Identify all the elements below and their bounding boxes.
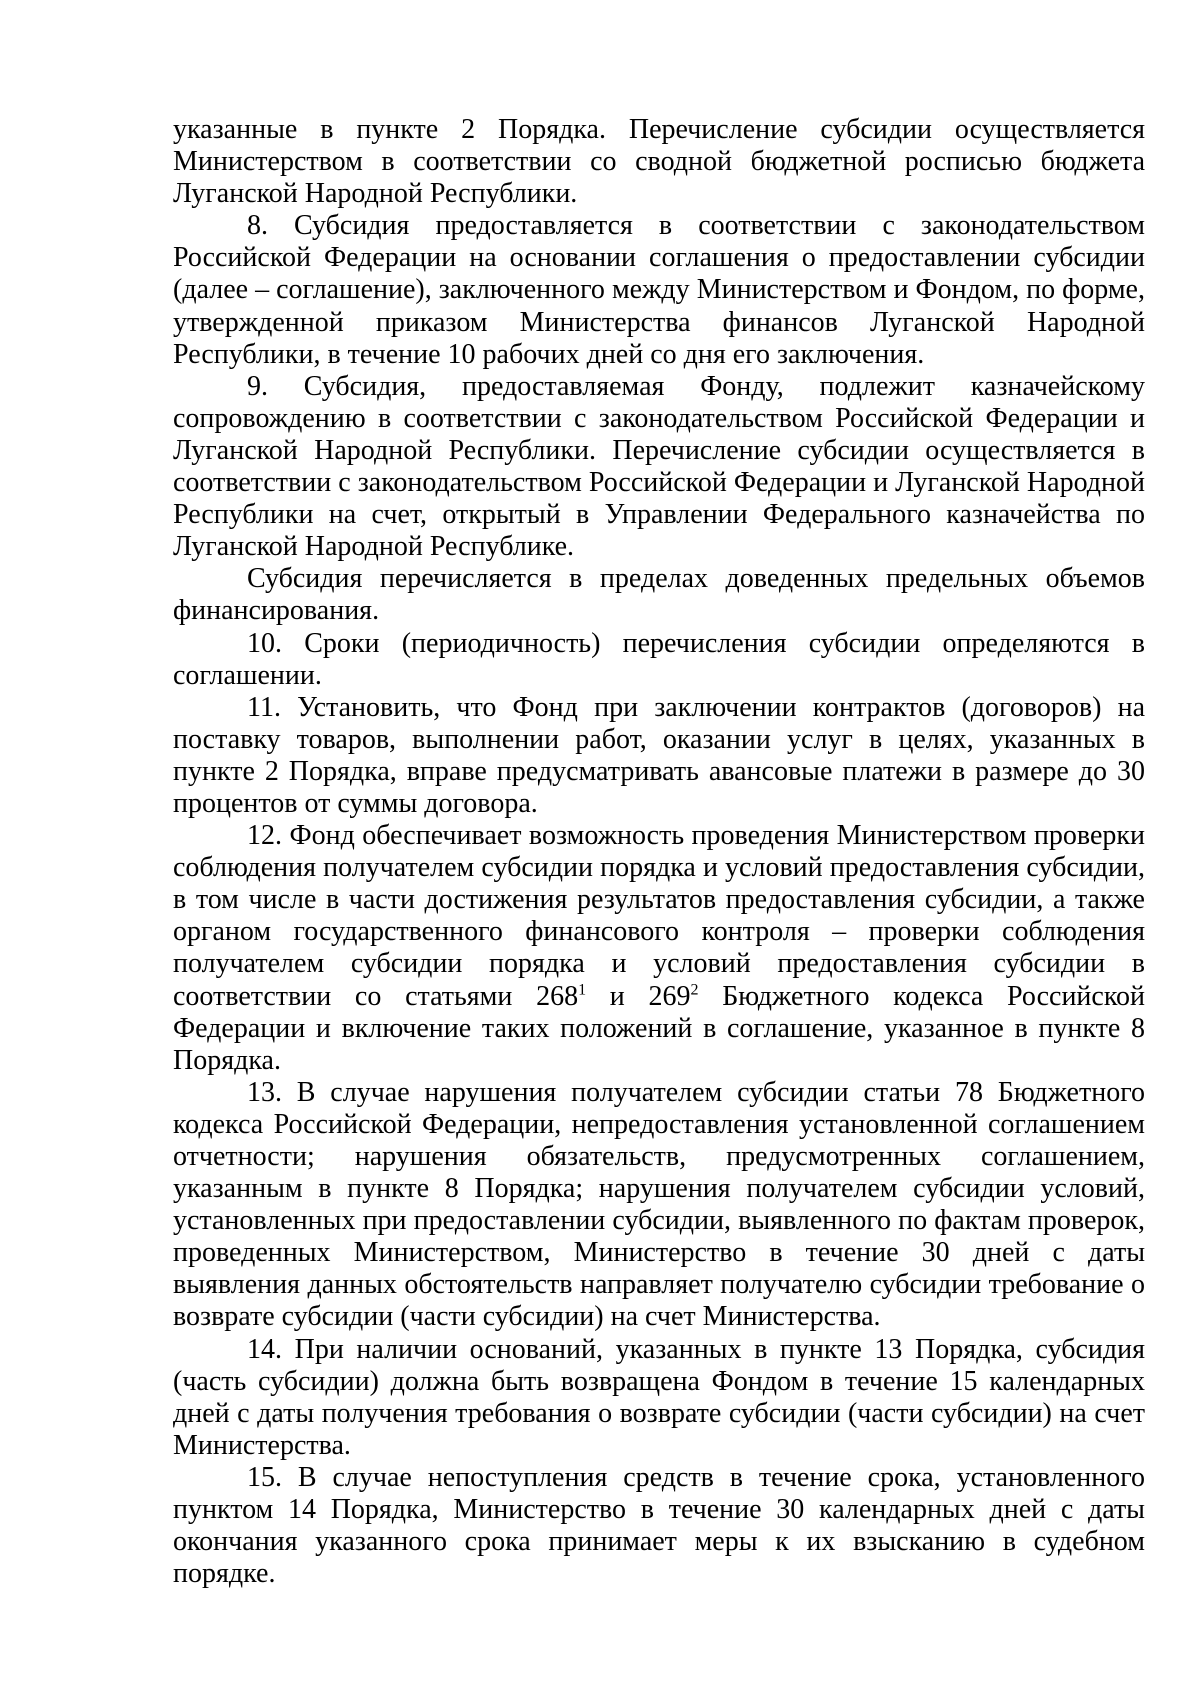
paragraph-10: 10. Сроки (периодичность) перечисления субсидии определяются в соглашении. [173, 627, 1145, 691]
superscript-1: 1 [578, 981, 587, 999]
article-number-268: 268 [536, 980, 579, 1012]
article-joiner: и [586, 980, 649, 1012]
paragraph-13: 13. В случае нарушения получателем субсидии статьи 78 Бюджетного кодекса Российской Федерации, непредоставления установленной соглашением отчетности; нарушения обязательств, предусмотренных соглашением, указанным в пункте 8 Порядка; нарушения получателем субсидии условий, установленных при предоставлении субсидии, выявленного по фактам проверок, проведенных Министерством, Министерство в течение 30 дней с даты выявления данных обстоятельств направляет получателю субсидии требование о возврате субсидии (части субсидии) на счет Министерства. [173, 1076, 1145, 1333]
paragraph-12-text-before: 12. Фонд обеспечивает возможность проведения Министерством проверки соблюдения получателем субсидии порядка и условий предоставления субсидии, в том числе в части достижения результатов предоставления субсидии, а также органом государственного финансового контроля – проверки соблюдения получателем субсидии порядка и условий предоставления субсидии в соответствии со статьями [173, 820, 1145, 1012]
paragraph-8: 8. Субсидия предоставляется в соответствии с законодательством Российской Федерации на основании соглашения о предоставлении субсидии (далее – соглашение), заключенного между Министерством и Фондом, по форме, утвержденной приказом Министерства финансов Луганской Народной Республики, в течение 10 рабочих дней со дня его заключения. [173, 210, 1145, 370]
paragraph-14: 14. При наличии оснований, указанных в пункте 13 Порядка, субсидия (часть субсидии) должна быть возвращена Фондом в течение 15 календарных дней с даты получения требования о возврате субсидии (части субсидии) на счет Министерства. [173, 1333, 1145, 1461]
document-body [173, 114, 1145, 1590]
paragraph-continuation: указанные в пункте 2 Порядка. Перечисление субсидии осуществляется Министерством в соответствии со сводной бюджетной росписью бюджета Луганской Народной Республики. [173, 114, 1145, 210]
paragraph-12-text-after: Бюджетного кодекса Российской Федерации и включение таких положений в соглашение, указанное в пункте 8 Порядка. [173, 980, 1146, 1076]
article-number-269: 269 [648, 980, 691, 1012]
paragraph-12 [173, 820, 1145, 1077]
paragraph-15: 15. В случае непоступления средств в течение срока, установленного пунктом 14 Порядка, Министерство в течение 30 календарных дней с даты окончания указанного срока принимает меры к их взысканию в судебном порядке. [173, 1461, 1145, 1590]
paragraph-11: 11. Установить, что Фонд при заключении контрактов (договоров) на поставку товаров, выполнении работ, оказании услуг в целях, указанных в пункте 2 Порядка, вправе предусматривать авансовые платежи в размере до 30 процентов от суммы договора. [173, 691, 1145, 819]
paragraph-9-continued: Субсидия перечисляется в пределах доведенных предельных объемов финансирования. [173, 563, 1145, 627]
paragraph-9: 9. Субсидия, предоставляемая Фонду, подлежит казначейскому сопровождению в соответствии с законодательством Российской Федерации и Луганской Народной Республики. Перечисление субсидии осуществляется в соответствии с законодательством Российской Федерации и Луганской Народной Республики на счет, открытый в Управлении Федерального казначейства по Луганской Народной Республике. [173, 370, 1145, 563]
superscript-2: 2 [690, 981, 699, 999]
